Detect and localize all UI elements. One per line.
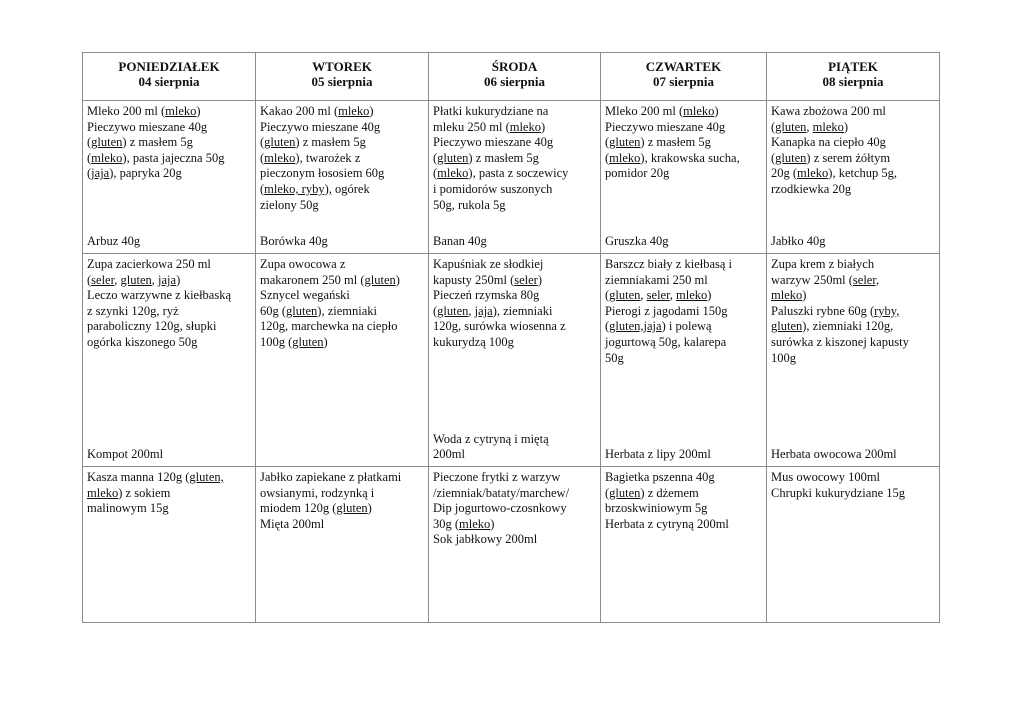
meal-text-fragment: ogórek xyxy=(331,181,370,196)
meal-text xyxy=(260,104,424,213)
allergen-label: gluten xyxy=(437,150,469,165)
meal-text-fragment: Jabłko zapiekane z płatkami xyxy=(260,470,402,484)
meal-text-fragment: ( xyxy=(87,166,92,181)
meal-text-fragment: 100g xyxy=(771,350,796,365)
meal-text-fragment: surówka z kiszonej kapusty xyxy=(771,334,909,349)
meal-text-fragment: Pieczone frytki z warzyw xyxy=(433,470,561,484)
meal-text-fragment: ) xyxy=(196,104,201,118)
allergen-label: gluten xyxy=(609,485,641,500)
drink-text: Kompot 200ml xyxy=(87,447,164,462)
allergen-label: gluten xyxy=(292,334,324,349)
meal-text-fragment: , xyxy=(468,303,475,318)
meal-text-fragment: paraboliczny 120g, słupki xyxy=(87,319,217,334)
allergen-label: gluten xyxy=(775,119,807,134)
allergen-label: mleko xyxy=(437,166,469,181)
meal-text-fragment: ) xyxy=(369,104,374,118)
meal-text-fragment: ( xyxy=(87,150,92,165)
day-header-monday: PONIEDZIAŁEK 04 sierpnia xyxy=(83,53,256,101)
meal-text-fragment: ( xyxy=(771,150,776,165)
meal-text-fragment: ) z serem żółtym xyxy=(806,150,891,165)
allergen-label: gluten xyxy=(609,288,641,303)
meal-text-fragment: owsianymi, rodzynką i xyxy=(260,485,375,500)
allergen-label: seler, xyxy=(852,272,880,287)
meal-text-fragment: ( xyxy=(605,288,610,303)
meal-text-fragment: ), papryka 20g xyxy=(109,166,182,181)
snack-cell xyxy=(83,467,256,623)
meal-text-fragment: ), ziemniaki xyxy=(317,303,377,318)
breakfast-cell xyxy=(601,101,767,254)
allergen-label: mleko xyxy=(338,104,370,118)
breakfast-row xyxy=(83,101,940,254)
lunch-row xyxy=(83,254,940,467)
meal-text-fragment: 120g, marchewka na ciepło xyxy=(260,319,398,334)
meal-text-fragment: zielony 50g xyxy=(260,197,319,212)
meal-text-fragment: Kawa zbożowa 200 ml xyxy=(771,104,886,118)
meal-text-fragment: ) xyxy=(540,119,546,134)
meal-text-fragment: 50g, rukola 5g xyxy=(433,197,506,212)
meal-text-fragment: 50g xyxy=(605,350,624,365)
allergen-label: gluten, xyxy=(189,470,224,484)
meal-text-fragment: ( xyxy=(87,272,92,287)
fruit-text: Banan 40g xyxy=(433,234,487,249)
allergen-label: jaja xyxy=(91,166,110,181)
meal-text-fragment: ) xyxy=(323,334,328,349)
meal-text-fragment: , xyxy=(151,272,159,287)
meal-text-fragment: Mus owocowy 100ml xyxy=(771,470,881,484)
meal-text-fragment: ) xyxy=(707,288,712,303)
breakfast-cell xyxy=(256,101,429,254)
meal-text xyxy=(433,257,596,351)
meal-text-fragment: ( xyxy=(771,119,776,134)
meal-text-fragment: z szynki 120g, ryż xyxy=(87,303,179,318)
allergen-label: mleko xyxy=(165,104,197,118)
meal-text-fragment: ( xyxy=(260,135,265,150)
meal-text-fragment: pomidor 20g xyxy=(605,166,670,181)
header-row xyxy=(83,53,940,101)
meal-text xyxy=(260,470,424,532)
meal-text-fragment: Zupa owocowa z xyxy=(260,257,346,271)
meal-text-fragment: Kapuśniak ze słodkiej xyxy=(433,257,544,271)
meal-text-fragment: Mleko 200 ml ( xyxy=(87,104,166,118)
meal-text-fragment: ), krakowska sucha, xyxy=(640,150,740,165)
meal-text-fragment: 120g, surówka wiosenna z xyxy=(433,319,566,334)
meal-text xyxy=(87,257,251,351)
meal-text-fragment: Leczo warzywne z kiełbaską xyxy=(87,288,232,303)
allergen-label: mleko xyxy=(509,119,541,134)
meal-text-fragment: ) z masłem 5g xyxy=(122,135,193,150)
day-header-friday: PIĄTEK 08 sierpnia xyxy=(767,53,940,101)
meal-text-fragment: ( xyxy=(605,485,610,500)
meal-text-fragment: , xyxy=(806,119,813,134)
meal-text-fragment: ), ziemniaki 120g, xyxy=(802,319,894,334)
meal-text-fragment: Pieczeń rzymska 80g xyxy=(433,288,540,303)
snack-cell xyxy=(601,467,767,623)
allergen-label: mleko xyxy=(676,288,708,303)
meal-text-fragment: Herbata z cytryną 200ml xyxy=(605,516,729,531)
meal-text-fragment: ) xyxy=(714,104,719,118)
meal-text-fragment: ziemniakami 250 ml xyxy=(605,272,708,287)
meal-text-fragment: Mleko 200 ml ( xyxy=(605,104,684,118)
meal-text xyxy=(87,470,251,517)
lunch-cell xyxy=(83,254,256,467)
fruit-text: Jabłko 40g xyxy=(771,234,826,249)
drink-text: Herbata z lipy 200ml xyxy=(605,447,711,462)
meal-text-fragment: 100g ( xyxy=(260,334,293,349)
meal-text xyxy=(771,470,935,501)
meal-text-fragment: Barszcz biały z kiełbasą i xyxy=(605,257,733,271)
meal-text-fragment: Pieczywo mieszane 40g xyxy=(605,119,726,134)
meal-text-fragment: ( xyxy=(433,303,438,318)
meal-text-fragment: , xyxy=(669,288,677,303)
meal-text-fragment: ) z masłem 5g xyxy=(640,135,711,150)
fruit-text: Borówka 40g xyxy=(260,234,328,249)
meal-text-fragment: ogórka kiszonego 50g xyxy=(87,334,198,349)
breakfast-cell xyxy=(83,101,256,254)
meal-text-fragment: ( xyxy=(260,150,265,165)
meal-text-fragment: ) xyxy=(176,272,181,287)
meal-text-fragment: Zupa krem z białych xyxy=(771,257,875,271)
meal-text-fragment: ) z masłem 5g xyxy=(468,150,539,165)
meal-text-fragment: 20g ( xyxy=(771,166,798,181)
meal-text-fragment: ( xyxy=(433,166,438,181)
meal-text-fragment: ) z masłem 5g xyxy=(295,135,366,150)
meal-text-fragment: jogurtową 50g, kalarepa xyxy=(605,334,727,349)
allergen-label: ryby, xyxy=(874,303,900,318)
meal-text-fragment: Chrupki kukurydziane 15g xyxy=(771,485,906,500)
allergen-label: mleko xyxy=(609,150,641,165)
meal-text-fragment: ), ketchup 5g, xyxy=(828,166,898,181)
allergen-label: mleko xyxy=(771,288,803,303)
breakfast-cell xyxy=(429,101,601,254)
meal-text xyxy=(433,470,596,548)
meal-text-fragment: ( xyxy=(260,181,265,196)
allergen-label: mleko, ryby), xyxy=(264,181,332,196)
meal-text xyxy=(87,104,251,182)
fruit-text: Arbuz 40g xyxy=(87,234,141,249)
allergen-label: mleko xyxy=(797,166,829,181)
snack-row xyxy=(83,467,940,623)
allergen-label: gluten,jaja xyxy=(609,319,662,334)
meal-text-fragment: ) xyxy=(367,501,372,516)
meal-text-fragment: Pieczywo mieszane 40g xyxy=(87,119,208,134)
meal-text-fragment: Dip jogurtowo-czosnkowy xyxy=(433,501,567,516)
meal-text-fragment: ( xyxy=(87,135,92,150)
allergen-label: gluten xyxy=(771,319,803,334)
allergen-label: mleko xyxy=(812,119,844,134)
meal-text-fragment: pieczonym łososiem 60g xyxy=(260,166,385,181)
snack-cell xyxy=(429,467,601,623)
fruit-text: Gruszka 40g xyxy=(605,234,669,249)
meal-text-fragment: Paluszki rybne 60g ( xyxy=(771,303,875,318)
lunch-cell xyxy=(429,254,601,467)
meal-text-fragment: ), pasta jajeczna 50g xyxy=(122,150,225,165)
meal-text-fragment: Zupa zacierkowa 250 ml xyxy=(87,257,211,271)
meal-text-fragment: Kasza manna 120g ( xyxy=(87,470,190,484)
lunch-cell xyxy=(767,254,940,467)
meal-text-fragment: ( xyxy=(605,150,610,165)
meal-text-fragment: ), pasta z soczewicy xyxy=(468,166,569,181)
meal-text-fragment: Pieczywo mieszane 40g xyxy=(433,135,554,150)
meal-text-fragment: ) i polewą xyxy=(661,319,712,334)
meal-text-fragment: warzyw 250ml ( xyxy=(771,272,853,287)
snack-cell xyxy=(256,467,429,623)
meal-text-fragment: miodem 120g ( xyxy=(260,501,337,516)
allergen-label: gluten xyxy=(775,150,807,165)
meal-text-fragment: ) xyxy=(843,119,849,134)
meal-text-fragment: Płatki kukurydziane na xyxy=(433,104,549,118)
meal-text-fragment: ( xyxy=(605,135,610,150)
meal-text-fragment: ) xyxy=(537,272,543,287)
meal-text-fragment: Bagietka pszenna 40g xyxy=(605,470,715,484)
meal-text-fragment: Sok jabłkowy 200ml xyxy=(433,532,538,547)
allergen-label: mleko xyxy=(459,516,491,531)
day-header-thursday: CZWARTEK 07 sierpnia xyxy=(601,53,767,101)
meal-text-fragment: , xyxy=(640,288,647,303)
meal-text xyxy=(605,104,762,182)
meal-text-fragment: 30g ( xyxy=(433,516,460,531)
snack-cell xyxy=(767,467,940,623)
meal-text-fragment: Pierogi z jagodami 150g xyxy=(605,303,728,318)
allergen-label: gluten xyxy=(336,501,368,516)
meal-text-fragment: ) z dżemem xyxy=(640,485,699,500)
allergen-label: mleko xyxy=(87,485,119,500)
day-header-tuesday: WTOREK 05 sierpnia xyxy=(256,53,429,101)
meal-text-fragment: ( xyxy=(433,150,438,165)
meal-text-fragment: kapusty 250ml ( xyxy=(433,272,515,287)
allergen-label: gluten xyxy=(91,135,123,150)
meal-text-fragment: makaronem 250 ml ( xyxy=(260,272,365,287)
meal-text-fragment: Pieczywo mieszane 40g xyxy=(260,119,381,134)
meal-text-fragment: ) xyxy=(490,516,495,531)
allergen-label: seler xyxy=(514,272,538,287)
lunch-cell xyxy=(256,254,429,467)
lunch-cell xyxy=(601,254,767,467)
weekly-menu-table xyxy=(82,52,940,623)
allergen-label: gluten xyxy=(264,135,296,150)
meal-text-fragment: ), twarożek z xyxy=(295,150,361,165)
meal-text-fragment: rzodkiewka 20g xyxy=(771,181,852,196)
day-header-wednesday: ŚRODA 06 sierpnia xyxy=(429,53,601,101)
meal-text-fragment: mleku 250 ml ( xyxy=(433,119,510,134)
drink-text: Herbata owocowa 200ml xyxy=(771,447,897,462)
meal-text-fragment: ) z sokiem xyxy=(118,485,171,500)
meal-text xyxy=(771,104,935,198)
allergen-label: mleko xyxy=(264,150,296,165)
meal-text xyxy=(605,257,762,366)
meal-text-fragment: /ziemniak/bataty/marchew/ xyxy=(433,485,570,500)
meal-text-fragment: ), ziemniaki xyxy=(492,303,553,318)
meal-text-fragment: brzoskwiniowym 5g xyxy=(605,501,708,516)
meal-text-fragment: ( xyxy=(605,319,610,334)
meal-text xyxy=(605,470,762,532)
allergen-label: jaja xyxy=(474,303,493,318)
allergen-label: gluten xyxy=(609,135,641,150)
meal-text-fragment: i pomidorów suszonych xyxy=(433,181,553,196)
drink-text: Woda z cytryną i miętą 200ml xyxy=(433,431,549,462)
allergen-label: gluten xyxy=(364,272,396,287)
meal-text-fragment: Sznycel wegański xyxy=(260,288,350,303)
allergen-label: gluten xyxy=(120,272,152,287)
meal-text-fragment: Kanapka na ciepło 40g xyxy=(771,135,886,150)
meal-text xyxy=(260,257,424,351)
allergen-label: gluten xyxy=(437,303,469,318)
allergen-label: gluten xyxy=(286,303,318,318)
meal-text-fragment: ) xyxy=(395,272,400,287)
meal-text-fragment: Mięta 200ml xyxy=(260,516,325,531)
meal-text-fragment: ) xyxy=(802,288,807,303)
meal-text-fragment: Kakao 200 ml ( xyxy=(260,104,339,118)
meal-text-fragment: , xyxy=(114,272,121,287)
meal-text xyxy=(771,257,935,366)
breakfast-cell xyxy=(767,101,940,254)
meal-text xyxy=(433,104,596,213)
meal-text-fragment: kukurydzą 100g xyxy=(433,334,514,349)
meal-text-fragment: 60g ( xyxy=(260,303,287,318)
allergen-label: mleko xyxy=(91,150,123,165)
meal-text-fragment: malinowym 15g xyxy=(87,501,169,516)
allergen-label: mleko xyxy=(683,104,715,118)
allergen-label: seler xyxy=(646,288,670,303)
allergen-label: seler xyxy=(91,272,115,287)
allergen-label: jaja xyxy=(158,272,177,287)
